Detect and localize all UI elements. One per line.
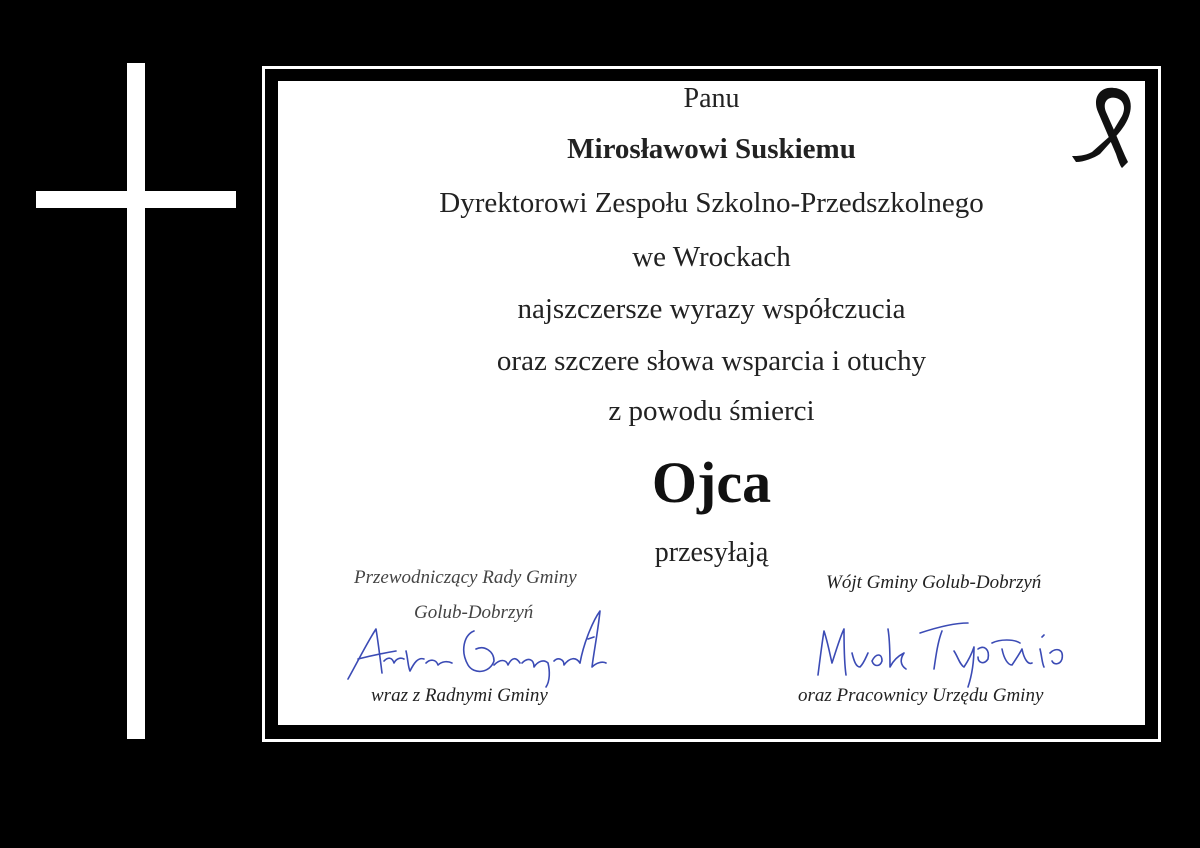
recipient-name: Mirosławowi Suskiemu	[567, 133, 856, 165]
left-handwritten-signature	[344, 601, 614, 691]
left-signatory-with: wraz z Radnymi Gminy	[371, 685, 548, 706]
recipient-position: Dyrektorowi Zespołu Szkolno-Przedszkolnego	[439, 187, 984, 219]
salutation: Panu	[683, 83, 740, 114]
recipient-place: we Wrockach	[632, 241, 791, 273]
right-signatory-with: oraz Pracownicy Urzędu Gminy	[798, 685, 1044, 706]
left-signatory-title-2: Golub-Dobrzyń	[414, 602, 534, 623]
cross-vertical-bar	[127, 63, 145, 739]
sent-by: przesyłają	[654, 537, 769, 568]
condolence-line-3: z powodu śmierci	[608, 395, 815, 427]
right-handwritten-signature	[808, 609, 1088, 689]
left-signatory-title-1: Przewodniczący Rady Gminy	[354, 567, 577, 588]
condolence-line-2: oraz szczere słowa wsparcia i otuchy	[496, 345, 927, 377]
cross-horizontal-bar	[36, 191, 236, 208]
condolence-line-1: najszczersze wyrazy współczucia	[517, 293, 906, 325]
condolence-card	[278, 81, 1145, 725]
deceased-relation: Ojca	[651, 450, 772, 515]
right-signatory-title: Wójt Gminy Golub-Dobrzyń	[826, 572, 1042, 593]
